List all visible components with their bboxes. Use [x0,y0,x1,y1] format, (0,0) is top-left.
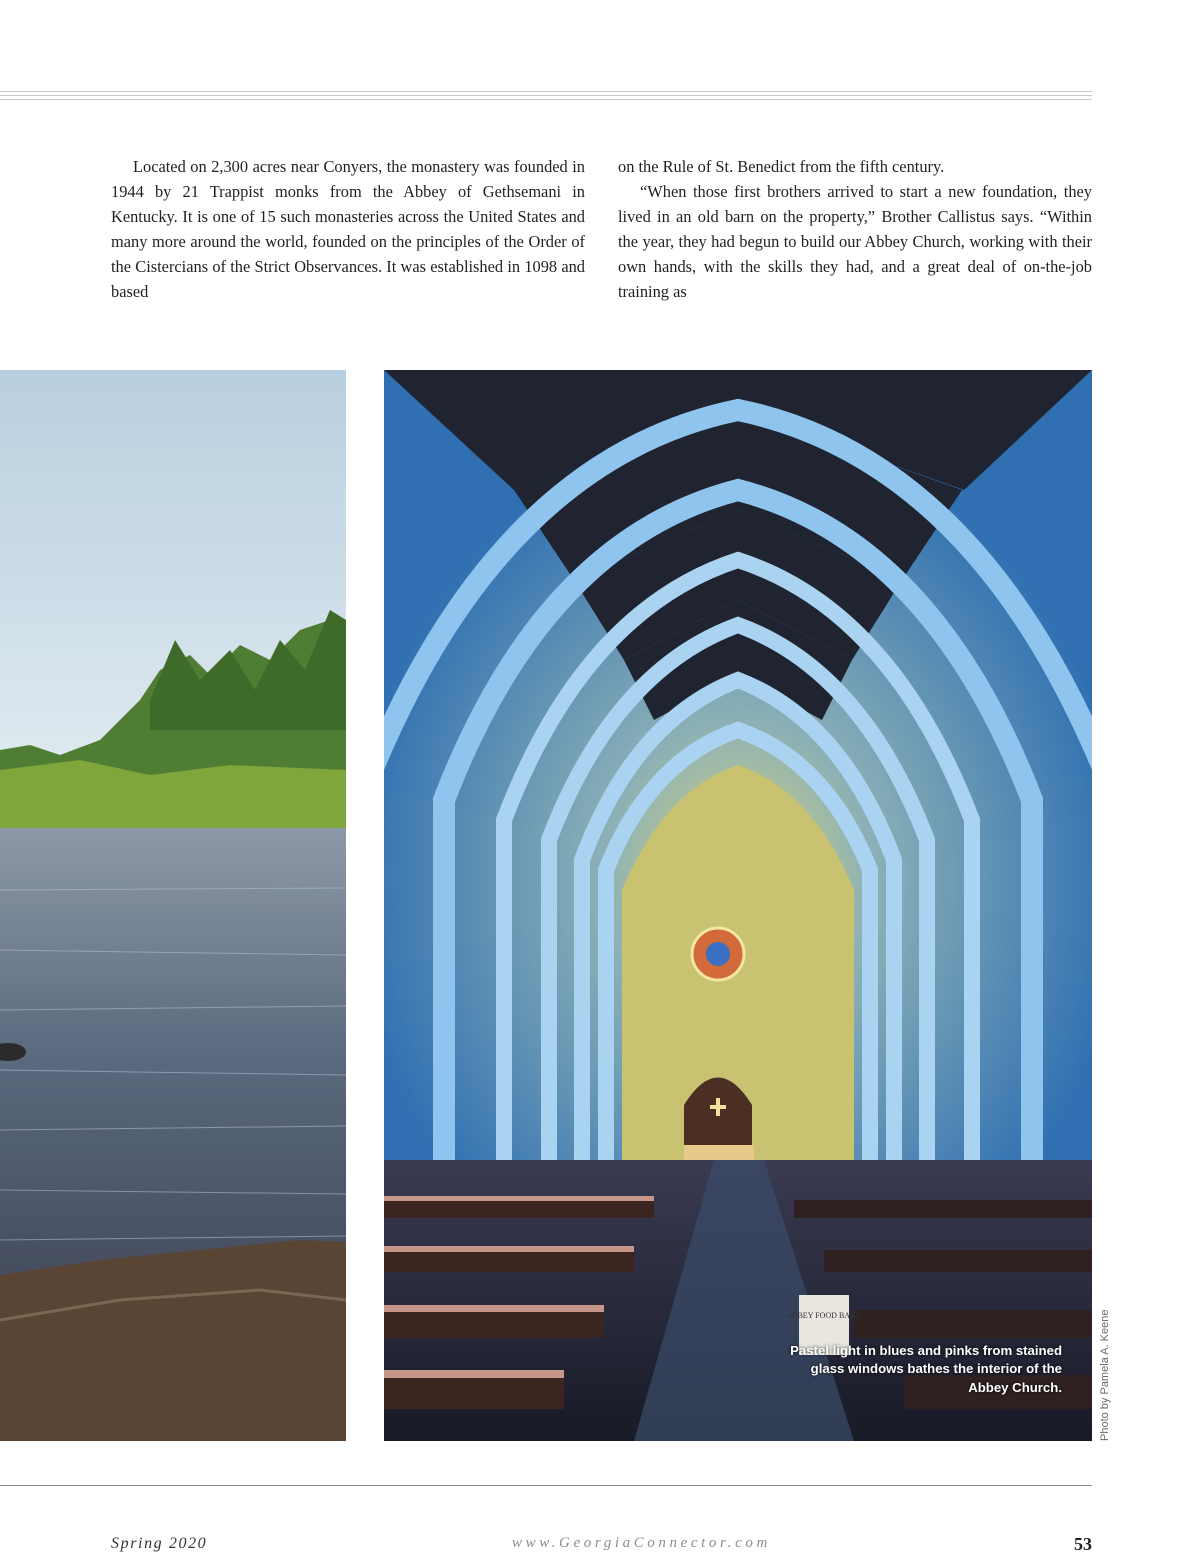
lake-water [0,828,346,1278]
article-paragraph: on the Rule of St. Benedict from the fifth century. [618,157,945,176]
cross-icon [716,1098,720,1116]
issue-date: Spring 2020 [111,1535,208,1552]
top-rule [0,95,1092,96]
page-number: 53 [1074,1534,1092,1554]
photo-caption: Pastel light in blues and pinks from stained glass windows bathes the interior of the Abbey Church. [790,1342,1062,1395]
muddy-bank [0,1240,346,1441]
rose-window-center [706,942,730,966]
article-column-right [618,154,1092,304]
top-rule [0,99,1092,100]
abbey-church-photo [384,370,1092,1441]
article-paragraph: Located on 2,300 acres near Conyers, the monastery was founded in 1944 by 21 Trappist monks from the Abbey of Gethsemani in Kentucky. It is one of 15 such monasteries across the United States and many more around the world, founded on the principles of the Order of the Cistercians of the Strict Observances. It was established in 1098 and based [111,157,585,301]
article-column-left [111,154,585,304]
food-bank-sign-text: ABBEY FOOD BANK [786,1311,862,1320]
article-paragraph: “When those first brothers arrived to start a new foundation, they lived in an old barn on the property,” Brother Callistus says. “Within the year, they had begun to build our Abbey Church, working with their own hands, with the skills they had, and a great deal of on-the-job training as [618,182,1092,301]
lake-photo [0,370,346,1441]
footer-rule [0,1485,1092,1486]
church-illustration [384,370,1092,1441]
website-url: www.GeorgiaConnector.com [512,1535,771,1551]
altar-table [684,1145,754,1161]
photo-credit: Photo by Pamela A. Keene [1099,1309,1111,1441]
top-rule [0,91,1092,92]
lake-illustration [0,370,346,1441]
